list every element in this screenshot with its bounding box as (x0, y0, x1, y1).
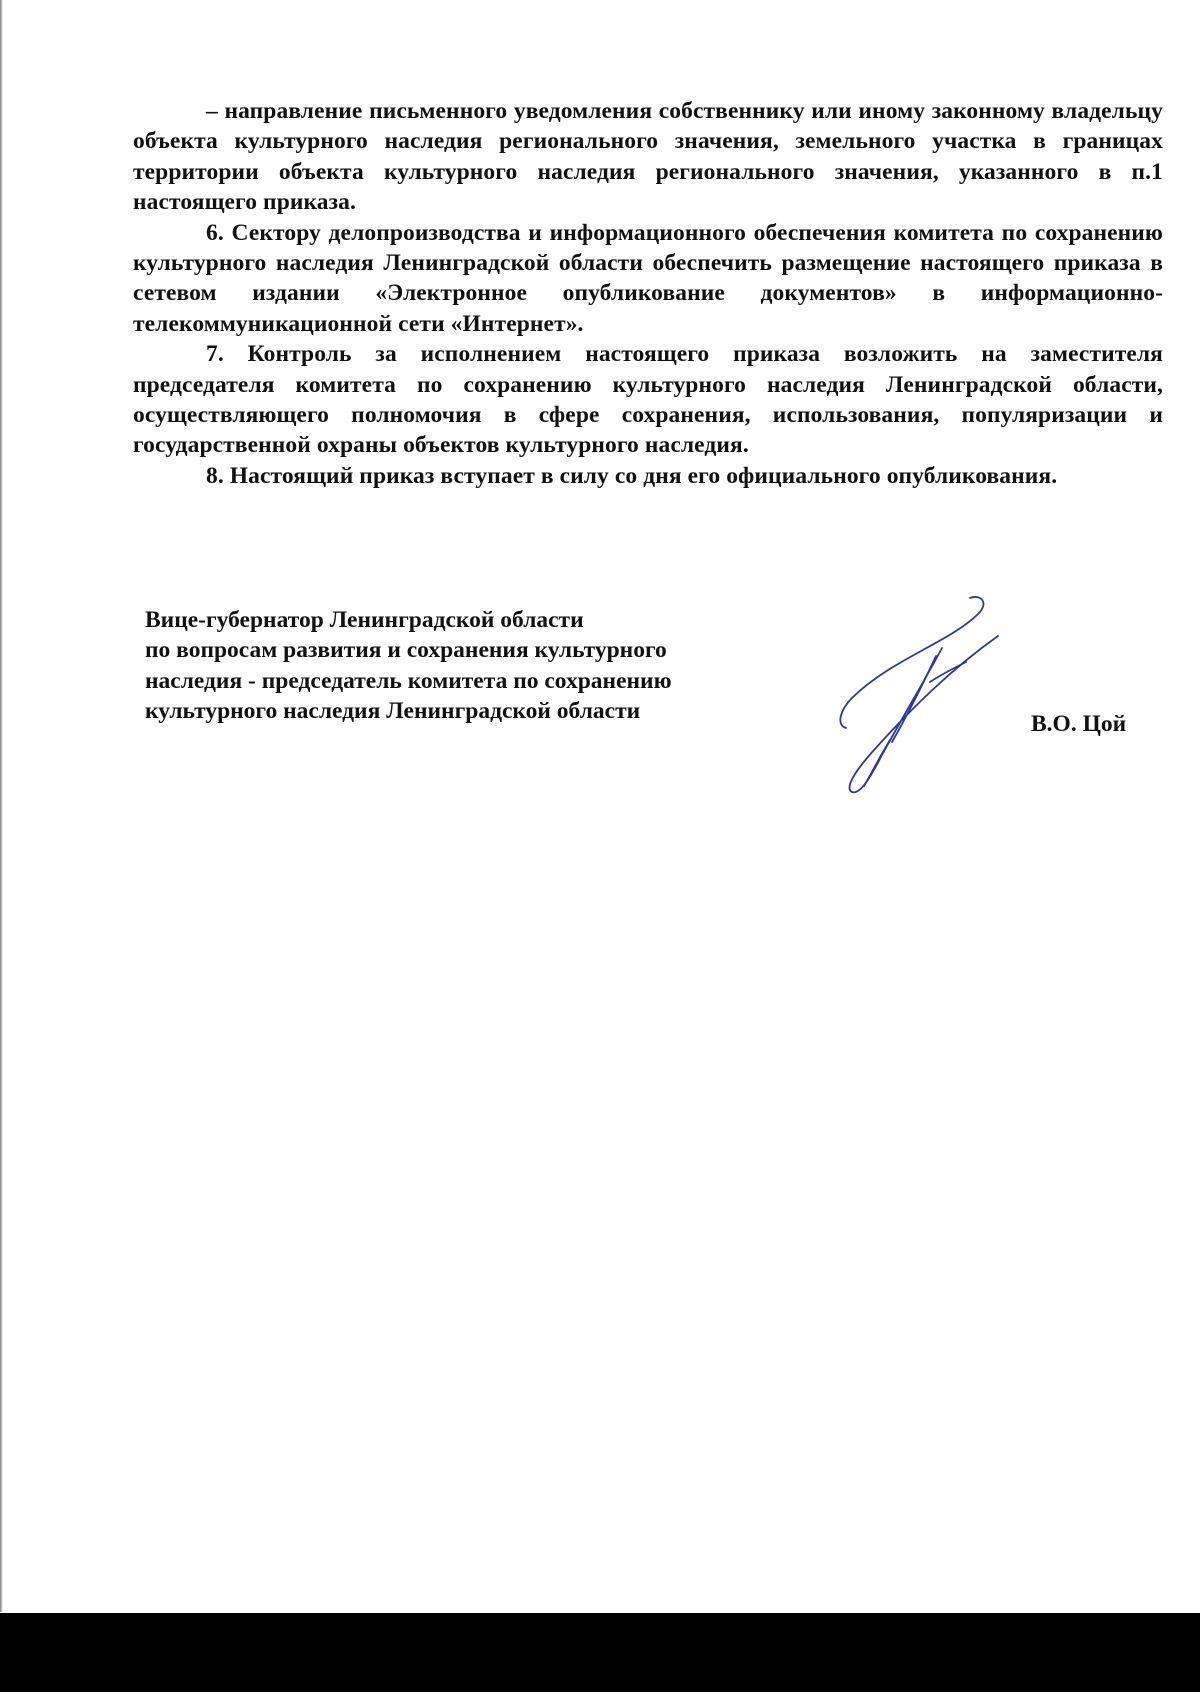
signatory-position (145, 605, 765, 727)
signer-name: В.О. Цой (1031, 711, 1127, 737)
paragraph-item-6: 6. Сектору делопроизводства и информационного обеспечения комитета по сохранению культурного наследия Ленинградской области обеспечить размещение настоящего приказа в сетевом издании «Электронное опубликование документов» в информационно-телекоммуникационной сети «Интернет». (133, 219, 1163, 337)
paragraph-item-8: 8. Настоящий приказ вступает в силу со дня его официального опубликования. (206, 462, 1058, 489)
scan-bottom-border (0, 1613, 1200, 1692)
position-line: по вопросам развития и сохранения культурного (145, 637, 667, 664)
position-line: Вице-губернатор Ленинградской области (145, 607, 584, 633)
handwritten-signature (830, 590, 1010, 805)
scan-edge (0, 0, 3, 1612)
position-line: наследия - председатель комитета по сохранению (145, 667, 672, 694)
paragraph-notification: – направление письменного уведомления собственнику или иному законному владельцу объекта культурного наследия регионального значения, земельного участка в границах территории объекта культурного наследия регионального значения, указанного в п.1 настоящего приказа. (133, 98, 1163, 216)
document-body (133, 96, 1163, 491)
position-line: культурного наследия Ленинградской области (145, 698, 641, 725)
paragraph-item-7: 7. Контроль за исполнением настоящего приказа возложить на заместителя председателя комитета по сохранению культурного наследия Ленинградской области, осуществляющего полномочия в сфере сохранения, использования, популяризации и государственной охраны объектов культурного наследия. (133, 341, 1163, 459)
